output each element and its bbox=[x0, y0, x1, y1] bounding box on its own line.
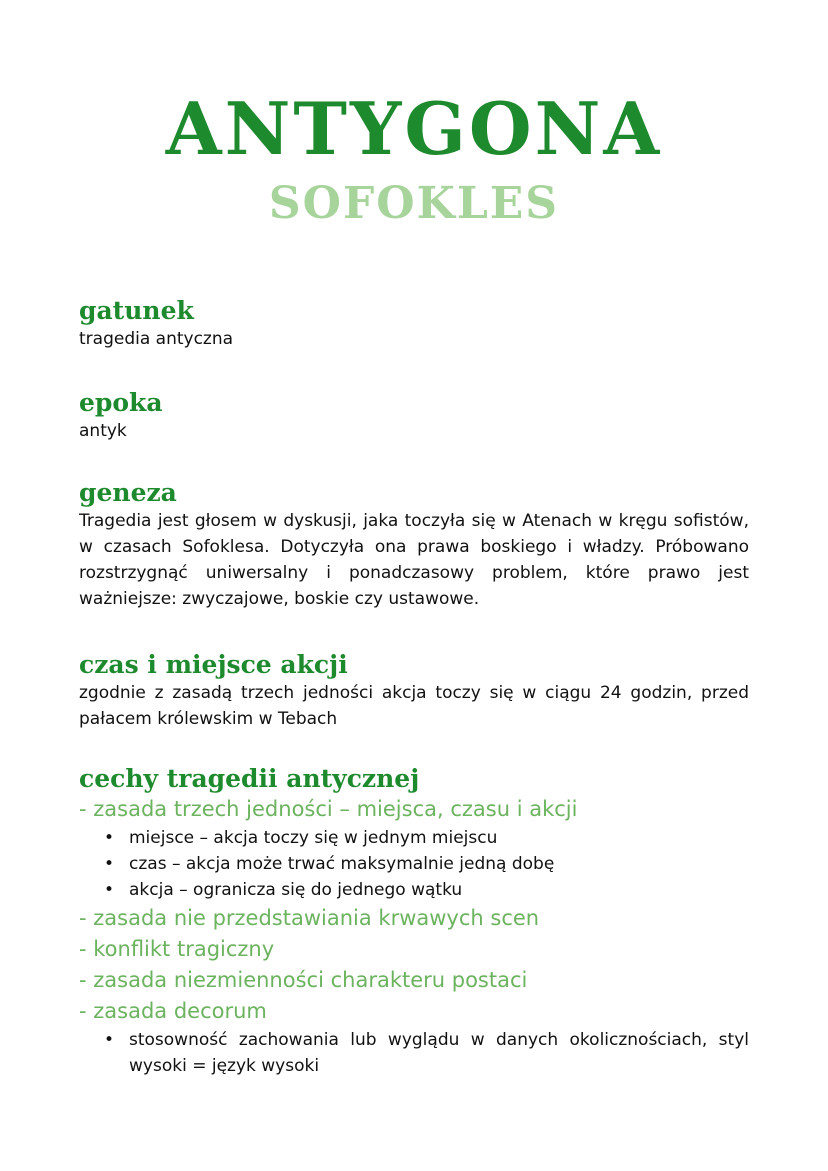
heading-epoka: epoka bbox=[79, 388, 163, 417]
section-epoka bbox=[79, 388, 749, 444]
feature-item: - zasada nie przedstawiania krwawych scen bbox=[79, 906, 540, 930]
text-geneza: Tragedia jest głosem w dyskusji, jaka toczyła się w Atenach w kręgu sofistów, w czasach Sofoklesa. Dotyczyła ona prawa boskiego i władzy. Próbowano rozstrzygnąć uniwersalny i ponadczasowy problem, które prawo jest ważniejsze: zwyczajowe, boskie czy ustawowe. bbox=[79, 511, 749, 609]
heading-cechy: cechy tragedii antycznej bbox=[79, 764, 420, 793]
list-item-text: stosowność zachowania lub wyglądu w danych okolicznościach, styl wysoki = język wysoki bbox=[129, 1030, 749, 1076]
heading-geneza: geneza bbox=[79, 478, 177, 507]
bullet-glyph: • bbox=[104, 854, 115, 874]
heading-czas: czas i miejsce akcji bbox=[79, 650, 348, 679]
feature-item: - zasada decorum bbox=[79, 999, 267, 1023]
list-item-text: miejsce – akcja toczy się w jednym miejscu bbox=[129, 828, 498, 848]
list-item bbox=[79, 1027, 749, 1079]
bullet-glyph: • bbox=[104, 828, 115, 848]
bullet-list bbox=[79, 1027, 749, 1079]
section-gatunek bbox=[79, 296, 749, 352]
list-item-text: czas – akcja może trwać maksymalnie jedną dobę bbox=[129, 854, 555, 874]
text-epoka: antyk bbox=[79, 421, 127, 441]
text-czas: zgodnie z zasadą trzech jedności akcja toczy się w ciągu 24 godzin, przed pałacem królewskim w Tebach bbox=[79, 683, 749, 729]
bullet-list bbox=[79, 825, 749, 903]
section-geneza bbox=[79, 478, 749, 612]
list-item-text: akcja – ogranicza się do jednego wątku bbox=[129, 880, 463, 900]
list-item bbox=[79, 877, 749, 903]
list-item bbox=[79, 825, 749, 851]
list-item bbox=[79, 851, 749, 877]
feature-item: - konflikt tragiczny bbox=[79, 937, 275, 961]
heading-gatunek: gatunek bbox=[79, 296, 194, 325]
feature-item: - zasada trzech jedności – miejsca, czasu i akcji bbox=[79, 797, 578, 821]
section-czas bbox=[79, 650, 749, 732]
bullet-glyph: • bbox=[104, 1030, 115, 1050]
title: ANTYGONA bbox=[165, 86, 663, 171]
section-cechy bbox=[79, 764, 749, 1079]
subtitle: SOFOKLES bbox=[268, 178, 560, 229]
text-gatunek: tragedia antyczna bbox=[79, 329, 234, 349]
feature-item: - zasada niezmienności charakteru postaci bbox=[79, 968, 528, 992]
bullet-glyph: • bbox=[104, 880, 115, 900]
